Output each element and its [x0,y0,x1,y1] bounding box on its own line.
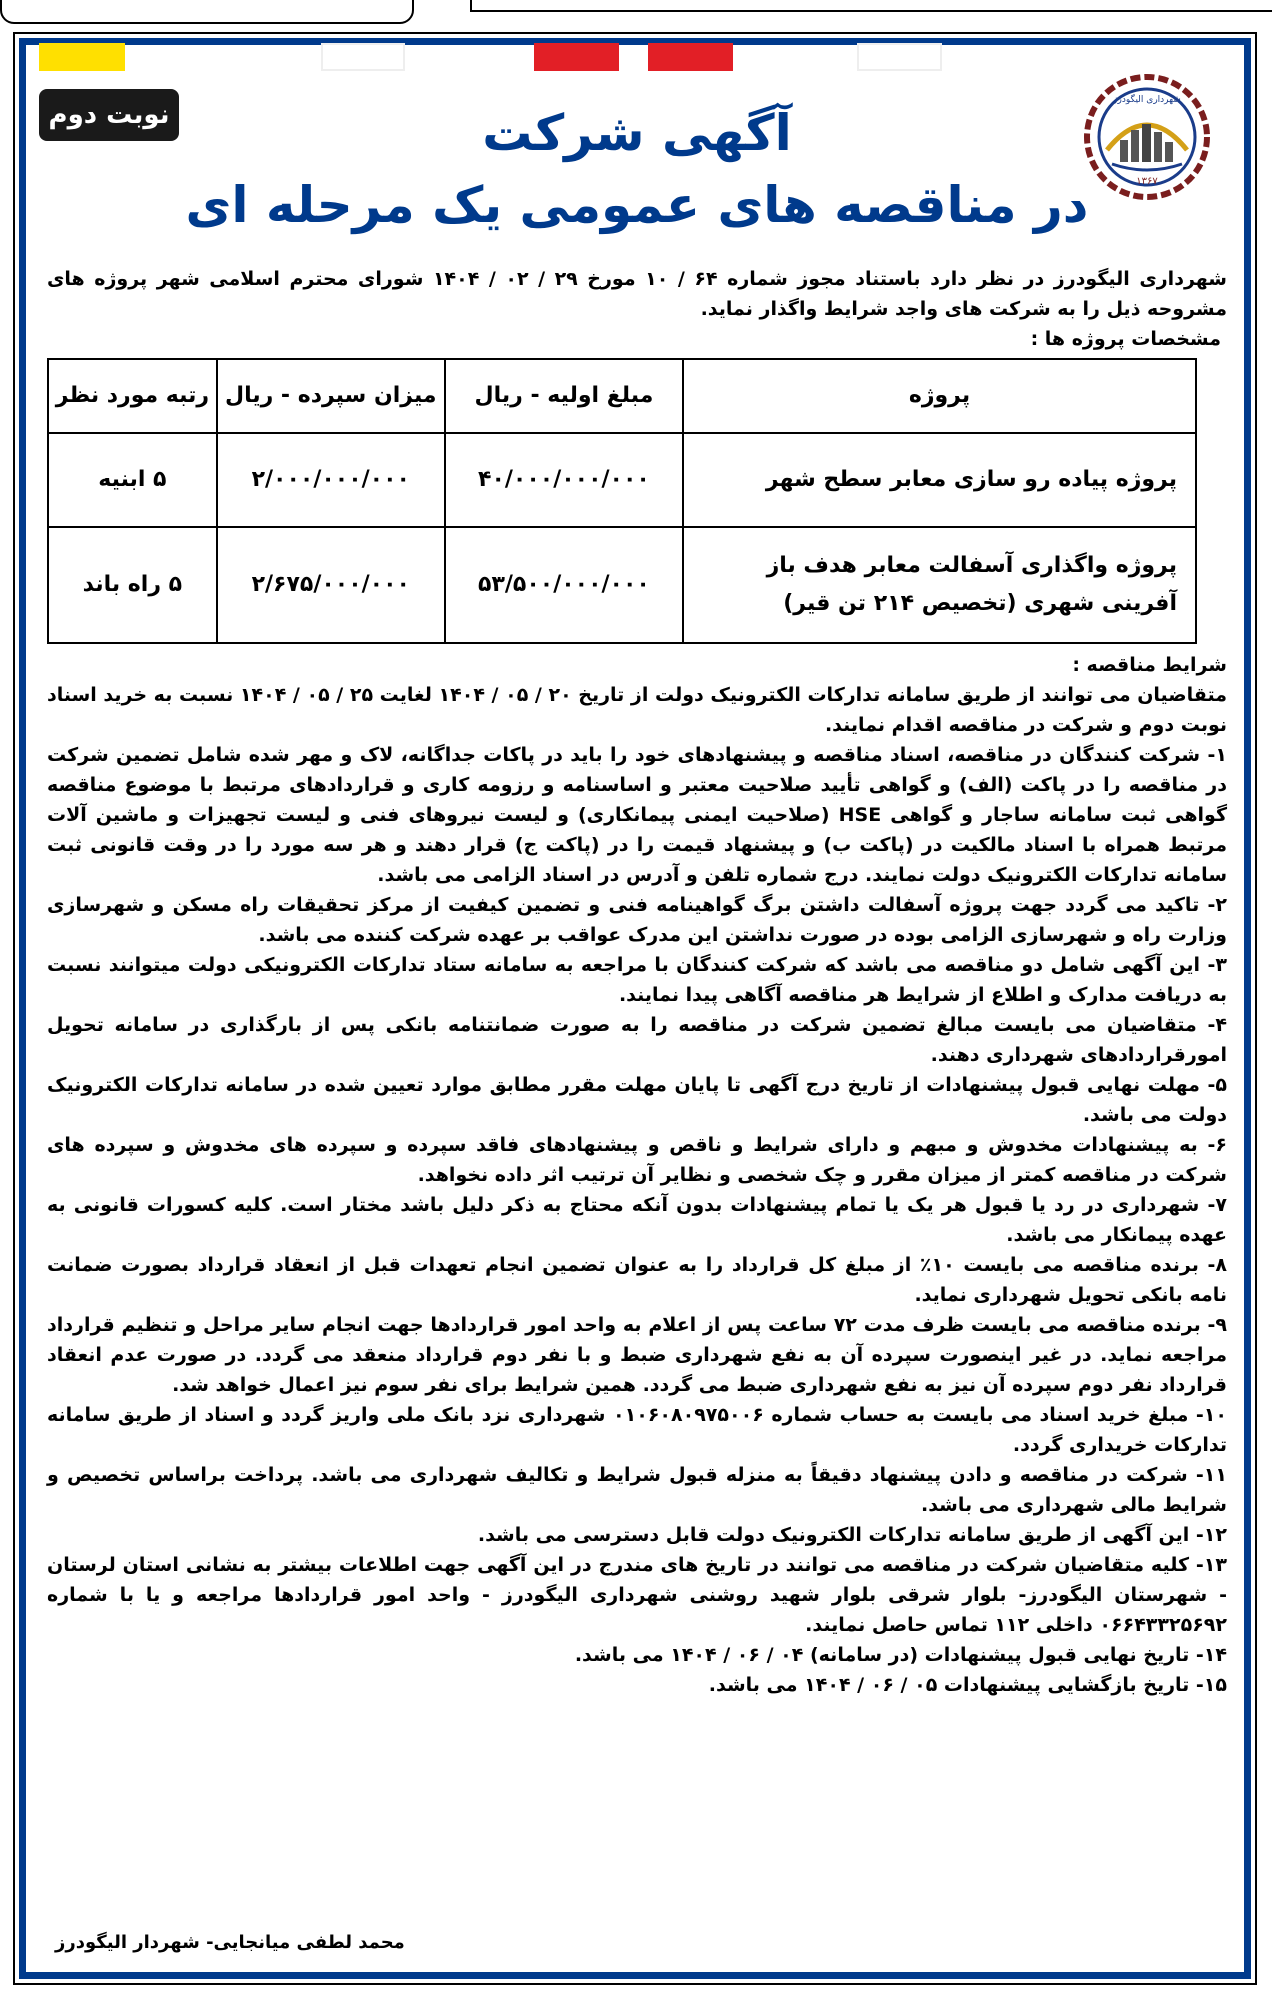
condition-item: ۱- شرکت کنندگان در مناقصه، اسناد مناقصه و پیشنهادهای خود را باید در پاکات جداگانه، لاک و مهر شده شامل تضمین شرکت در مناقصه را در پاکت (الف) و گواهی تأیید صلاحیت معتبر و اساسنامه و رزومه کاری و قراردادهای مرتبط با موضوع مناقصه گواهی ثبت سامانه ساجار و گواهی HSE (صلاحیت ایمنی پیمانکاری) و لیست نیروهای فنی و لیست تجهیزات و ماشین آلات مرتبط همراه با اسناد مالکیت در (پاکت ب) و پیشنهاد قیمت را در (پاکت ج) قرار دهند و هر سه مورد را در وقت قانونی ثبت سامانه تدارکات الکترونیک دولت نمایند. درج شماره تلفن و آدرس در اسناد الزامی می باشد. [47,744,1227,886]
ad-subtitle: در مناقصه های عمومی یک مرحله ای [185,176,1089,234]
round-badge: نوبت دوم [39,89,179,141]
ad-body [47,264,1227,1700]
decorative-bar-white [857,43,942,71]
condition-item: ۱۰- مبلغ خرید اسناد می بایست به حساب شماره ۰۱۰۶۰۸۰۹۷۵۰۰۶ شهرداری نزد بانک ملی واریز گردد و اسناد از طریق سامانه تدارکات خریداری گردد. [47,1404,1227,1456]
intro-paragraph: شهرداری الیگودرز در نظر دارد باستناد مجوز شماره ۶۴ / ۱۰ مورخ ۲۹ / ۰۲ / ۱۴۰۴ شورای محترم اسلامی شهر پروژه های مشروحه ذیل را به شرکت های واجد شرایط واگذار نماید. [47,268,1227,320]
table-row [48,527,1196,643]
decorative-bar-yellow [39,43,125,71]
decorative-bar-white [321,43,405,71]
header-initial-amount: مبلغ اولیه - ریال [445,359,683,433]
required-rank: ۵ راه باند [48,527,217,643]
svg-text:شهرداری الیگودرز: شهرداری الیگودرز [1113,95,1181,105]
previous-ad-edge [0,0,1272,32]
header-deposit: میزان سپرده - ریال [217,359,445,433]
initial-amount: ۴۰/۰۰۰/۰۰۰/۰۰۰ [445,433,683,527]
condition-item: ۱۳- کلیه متقاضیان شرکت در مناقصه می توانند در تاریخ های مندرج در این آگهی جهت اطلاعات بیشتر به نشانی استان لرستان - شهرستان الیگودرز- بلوار شرقی بلوار شهید روشنی شهرداری الیگودرز - واحد امور قراردادها مراجعه و یا با شماره ۰۶۶۴۳۳۲۵۶۹۲ داخلی ۱۱۲ تماس حاصل نمایند. [47,1554,1227,1636]
ad-title: آگهی شرکت [482,104,792,162]
previous-ad-box-right [470,0,1272,12]
condition-item: ۶- به پیشنهادات مخدوش و مبهم و دارای شرایط و ناقص و پیشنهادهای فاقد سپرده و سپرده های مخدوش و سپرده های شرکت در مناقصه کمتر از میزان مقرر و چک شخصی و نظایر آن ترتیب اثر داده نخواهد. [47,1134,1227,1186]
required-rank: ۵ ابنیه [48,433,217,527]
ad-frame [13,32,1257,1985]
signature: محمد لطفی میانجایی- شهردار الیگودرز [55,1932,405,1953]
deposit-amount: ۲/۰۰۰/۰۰۰/۰۰۰ [217,433,445,527]
project-name: پروژه واگذاری آسفالت معابر هدف باز آفرینی شهری (تخصیص ۲۱۴ تن قیر) [683,527,1196,643]
condition-item: ۷- شهرداری در رد یا قبول هر یک یا تمام پیشنهادات بدون آنکه محتاج به ذکر دلیل باشد مختار است. کلیه کسورات قانونی به عهده پیمانکار می باشد. [47,1194,1227,1246]
initial-amount: ۵۳/۵۰۰/۰۰۰/۰۰۰ [445,527,683,643]
conditions-title: شرایط مناقصه : [1072,654,1227,676]
decorative-bar-red [648,43,733,71]
conditions-list [47,680,1227,1700]
projects-table [47,358,1197,644]
project-name: پروژه پیاده رو سازی معابر سطح شهر [683,433,1196,527]
condition-item: ۱۵- تاریخ بازگشایی پیشنهادات ۰۵ / ۰۶ / ۱۴۰۴ می باشد. [708,1674,1227,1696]
condition-item: ۳- این آگهی شامل دو مناقصه می باشد که شرکت کنندگان با مراجعه به سامانه ستاد تدارکات الکترونیکی دولت میتوانند نسبت به دریافت مدارک و اطلاع از شرایط هر مناقصه آگاهی پیدا نمایند. [47,954,1227,1006]
decorative-bar-red [534,43,619,71]
previous-ad-box [0,0,414,24]
condition-item: متقاضیان می توانند از طریق سامانه تدارکات الکترونیک دولت از تاریخ ۲۰ / ۰۵ / ۱۴۰۴ لغایت ۲۵ / ۰۵ / ۱۴۰۴ نسبت به خرید اسناد نوبت دوم و شرکت در مناقصه اقدام نمایند. [46,684,1227,736]
condition-item: ۲- تاکید می گردد جهت پروژه آسفالت داشتن برگ گواهینامه فنی و تضمین کیفیت از مرکز تحقیقات راه مسکن و شهرسازی وزارت راه و شهرسازی الزامی بوده در صورت نداشتن این مدرک عواقب بر عهده شرکت کننده می باشد. [47,894,1227,946]
condition-item: ۱۴- تاریخ نهایی قبول پیشنهادات (در سامانه) ۰۴ / ۰۶ / ۱۴۰۴ می باشد. [574,1644,1227,1666]
header-project: پروژه [683,359,1196,433]
condition-item: ۹- برنده مناقصه می بایست ظرف مدت ۷۲ ساعت پس از اعلام به واحد امور قراردادها جهت انجام سایر مراحل و تنظیم قرارداد مراجعه نماید. در غیر اینصورت سپرده آن به نفع شهرداری ضبط و با نفر دوم قرارداد منعقد می گردد. در صورت عدم انعقاد قرارداد نفر دوم سپرده آن نیز به نفع شهرداری ضبط می گردد. همین شرایط برای نفر سوم نیز اعمال خواهد شد. [47,1314,1227,1396]
table-row [48,433,1196,527]
condition-item: ۴- متقاضیان می بایست مبالغ تضمین شرکت در مناقصه را به صورت ضمانتنامه بانکی پس از بارگذاری در سامانه تحویل امورقراردادهای شهرداری دهند. [47,1014,1227,1066]
specs-label: مشخصات پروژه ها : [1030,328,1221,350]
svg-text:۱۳۶۷: ۱۳۶۷ [1136,176,1158,187]
condition-item: ۸- برنده مناقصه می بایست ۱۰٪ از مبلغ کل قرارداد را به عنوان تضمین انجام تعهدات قبل از انعقاد قرارداد بصورت ضمانت نامه بانکی تحویل شهرداری نماید. [47,1254,1227,1306]
deposit-amount: ۲/۶۷۵/۰۰۰/۰۰۰ [217,527,445,643]
table-header-row [48,359,1196,433]
condition-item: ۵- مهلت نهایی قبول پیشنهادات از تاریخ درج آگهی تا پایان مهلت مقرر مطابق موارد تعیین شده در سامانه تدارکات الکترونیک دولت می باشد. [47,1074,1227,1126]
condition-item: ۱۱- شرکت در مناقصه و دادن پیشنهاد دقیقاً به منزله قبول شرایط و تکالیف شهرداری می باشد. پرداخت براساس تخصیص و شرایط مالی شهرداری می باشد. [47,1464,1227,1516]
header-rank: رتبه مورد نظر [48,359,217,433]
condition-item: ۱۲- این آگهی از طریق سامانه تدارکات الکترونیک دولت قابل دسترسی می باشد. [477,1524,1227,1546]
